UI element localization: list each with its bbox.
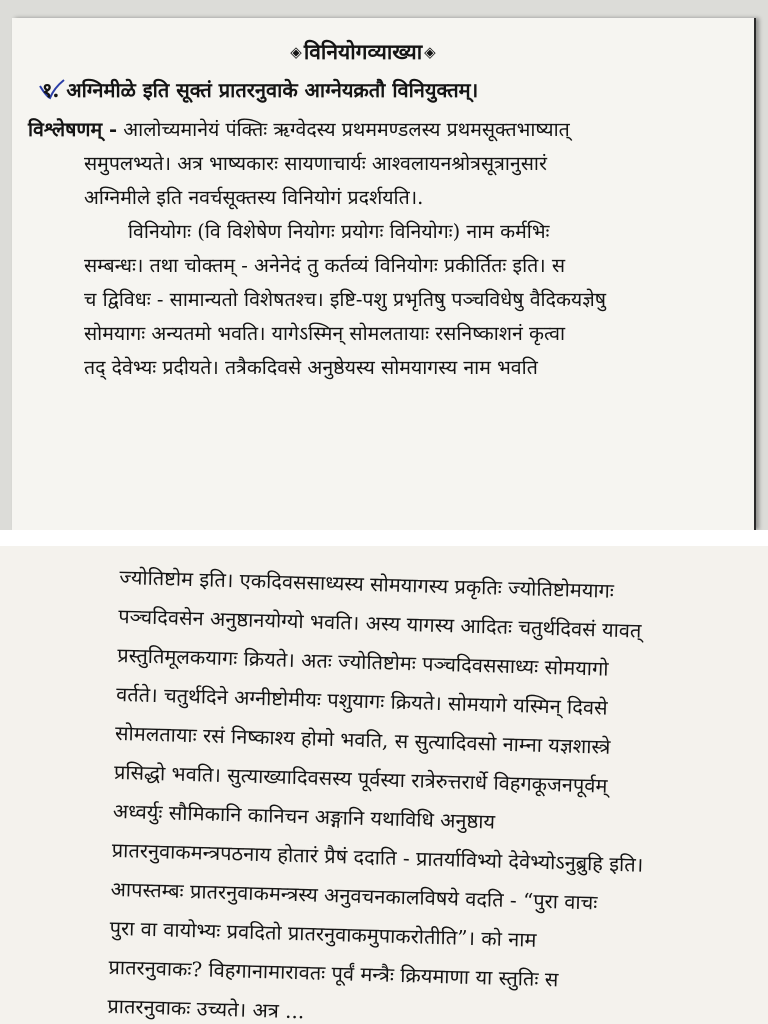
line-text: आलोच्यमानेयं पंक्तिः ऋग्वेदस्य प्रथममण्डलस्य प्रथमसूक्तभाष्यात् bbox=[123, 118, 570, 141]
text-line: प्रातरनुवाकः? विहगानामारावतः पूर्वं मन्त्रैः क्रियमाणा या स्तुतिः स bbox=[108, 954, 559, 992]
analysis-paragraph bbox=[28, 113, 718, 385]
text-line: वर्तते। चतुर्थदिने अग्नीष्टोमीयः पशुयागः क्रियते। सोमयागे यस्मिन् दिवसे bbox=[115, 681, 608, 720]
lower-page bbox=[0, 546, 768, 1024]
item-text: अग्निमीळे इति सूक्तं प्रातरनुवाके आग्नेयक्रतौ विनियुक्तम्। bbox=[66, 78, 479, 102]
text-line bbox=[28, 113, 718, 147]
diamond-ornament-icon: ◈ bbox=[290, 43, 302, 61]
text-line: विनियोगः (वि विशेषेण नियोगः प्रयोगः विनियोगः) नाम कर्मभिः bbox=[128, 220, 550, 243]
text-line: पुरा वा वायोभ्यः प्रवदितो प्रातरनुवाकमुपाकरोतीति”। को नाम bbox=[109, 915, 537, 952]
item-number: १. bbox=[42, 78, 60, 102]
text-line: प्रातरनुवाकमन्त्रपठनाय होतारं प्रैषं ददाति - प्रातर्याविभ्यो देवेभ्योऽनुब्रुहि इति। bbox=[111, 837, 644, 877]
text-line: ज्योतिष्टोम इति। एकदिवससाध्यस्य सोमयागस्य प्रकृतिः ज्योतिष्टोमयागः bbox=[119, 564, 615, 603]
text-line: सोमयागः अन्यतमो भवति। यागेऽस्मिन् सोमलतायाः रसनिष्काशनं कृत्वा bbox=[84, 322, 566, 345]
section-heading bbox=[12, 38, 754, 66]
analysis-label: विश्लेषणम् - bbox=[28, 118, 118, 141]
heading-text: विनियोगव्याख्या bbox=[303, 39, 423, 64]
text-line: प्रसिद्धो भवति। सुत्याख्यादिवसस्य पूर्वस्या रात्रेरुत्तरार्धे विहगकूजनपूर्वम् bbox=[113, 759, 608, 798]
text-line: प्रातरनुवाकः उच्यते। अत्र ... bbox=[107, 993, 305, 1024]
verse-line bbox=[42, 76, 478, 103]
continuation-paragraph bbox=[107, 558, 740, 1024]
text-line: सोमलतायाः रसं निष्काश्य होमो भवति, स सुत्यादिवसो नाम्ना यज्ञशास्त्रे bbox=[114, 720, 611, 759]
text-line: अग्निमीले इति नवर्चसूक्तस्य विनियोगं प्रदर्शयति।. bbox=[84, 186, 424, 209]
text-line: पञ्चदिवसेन अनुष्ठानयोग्यो भवति। अस्य यागस्य आदितः चतुर्थदिवसं यावत् bbox=[118, 603, 642, 643]
upper-page bbox=[12, 18, 756, 530]
text-line: तद् देवेभ्यः प्रदीयते। तत्रैकदिवसे अनुष्ठेयस्य सोमयागस्य नाम भवति bbox=[84, 356, 538, 379]
text-line: समुपलभ्यते। अत्र भाष्यकारः सायणाचार्यः आश्वलायनश्रोत्रसूत्रानुसारं bbox=[84, 152, 547, 175]
page-gap bbox=[0, 530, 768, 546]
text-line: आपस्तम्बः प्रातरनुवाकमन्त्रस्य अनुवचनकालविषये वदति - “पुरा वाचः bbox=[110, 876, 598, 915]
text-line: प्रस्तुतिमूलकयागः क्रियते। अतः ज्योतिष्टोमः पञ्चदिवससाध्यः सोमयागो bbox=[116, 642, 609, 681]
text-line: अध्वर्युः सौमिकानि कानिचन अङ्गानि यथाविधि अनुष्ठाय bbox=[112, 798, 496, 834]
text-line: सम्बन्धः। तथा चोक्तम् - अनेनेदं तु कर्तव्यं विनियोगः प्रकीर्तितः इति। स bbox=[84, 254, 566, 277]
diamond-ornament-icon: ◈ bbox=[424, 43, 436, 61]
text-line: च द्विविधः - सामान्यतो विशेषतश्च। इष्टि-पशु प्रभृतिषु पञ्चविधेषु वैदिकयज्ञेषु bbox=[84, 288, 607, 311]
